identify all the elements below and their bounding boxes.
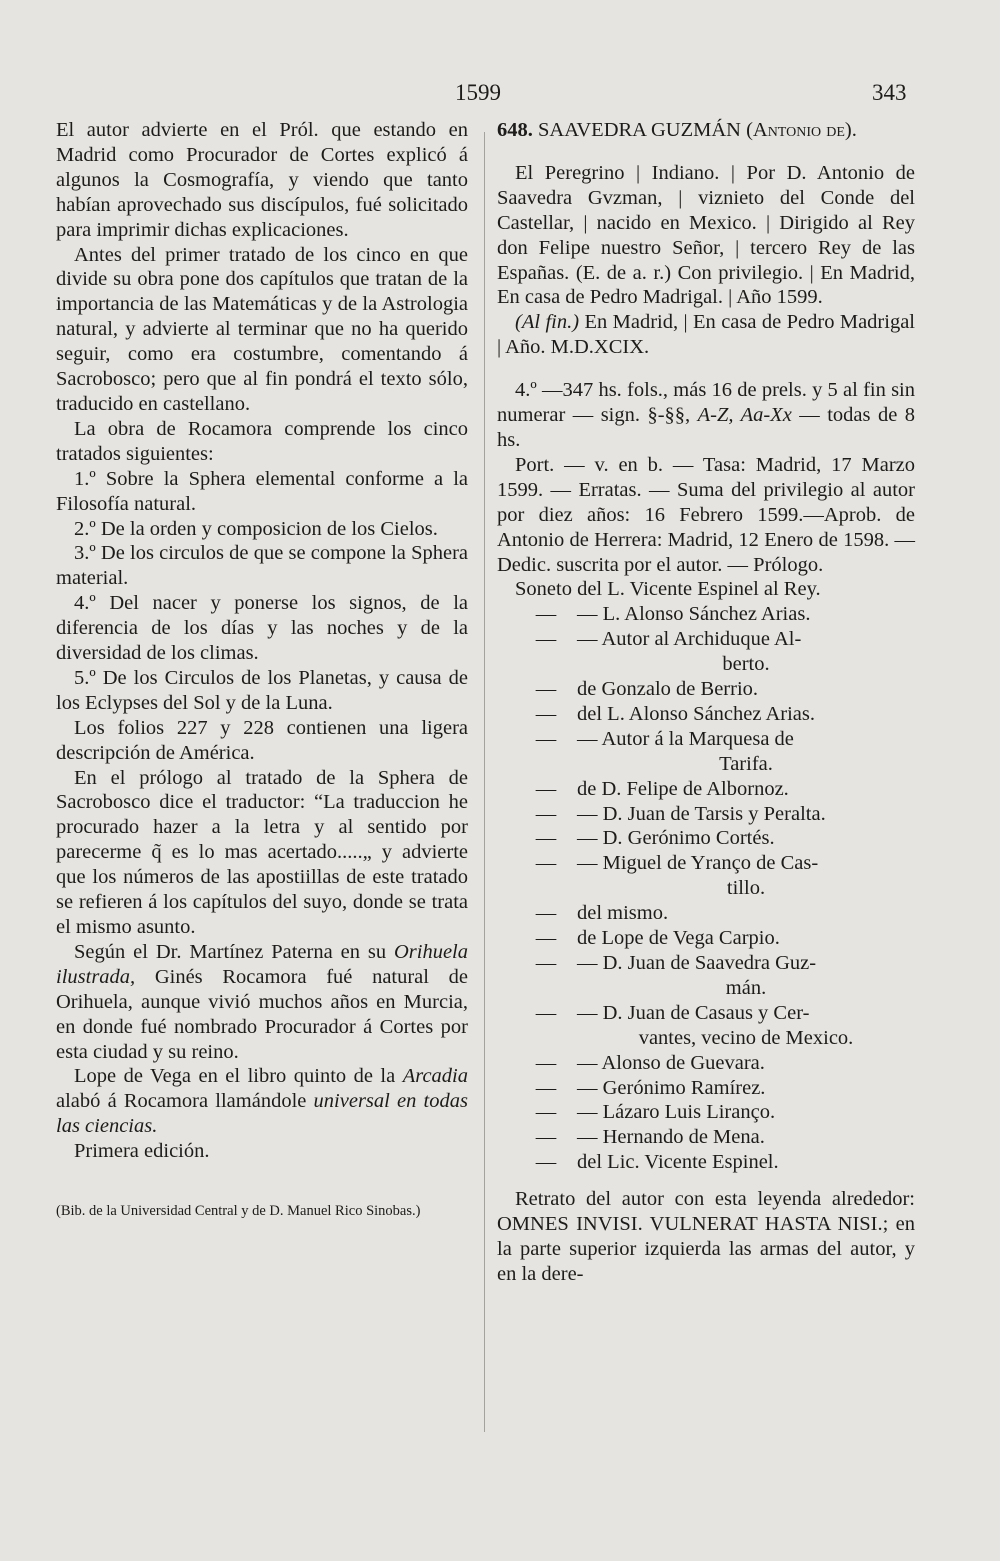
text-run: En Madrid, | En casa de Pedro Madrigal | Año. M.D.XCIX. — [497, 311, 915, 359]
text-run: — todas de 8 hs. — [497, 404, 916, 451]
signatures: A-Z, Aa-Xx — [697, 404, 792, 427]
ditto-dash: — — [535, 777, 557, 800]
ditto-dash: — — [535, 1001, 557, 1024]
continuation: tillo. — [726, 877, 766, 900]
book-title: Orihuela ilustrada, — [56, 940, 468, 988]
text-run: — Autor á la Marquesa de — [577, 727, 794, 750]
sonnet-entry: — Alonso de Guevara. — [577, 1051, 765, 1074]
portrait-note: Retrato del autor con esta leyenda alrededor: OMNES INVISI. VULNERAT HASTA NISI.; en la parte superior izquierda las armas del autor, y en la dere- — [497, 1188, 915, 1285]
sonnet-entry: de D. Felipe de Albornoz. — [577, 777, 789, 800]
list-item — [515, 851, 915, 901]
text-run: — Autor al Archiduque Al- — [577, 628, 802, 651]
sonnet-entry — [577, 627, 915, 677]
ditto-dash: — — [535, 1101, 557, 1124]
sonnet-entry: del Lic. Vicente Espinel. — [577, 1151, 779, 1174]
paragraph: Primera edición. — [74, 1140, 210, 1163]
sonnet-entry — [577, 951, 915, 1001]
entry-author: SAAVEDRA GUZMÁN (Antonio de). — [538, 119, 857, 141]
page-number: 343 — [872, 80, 907, 105]
header-year: 1599 — [455, 80, 501, 105]
sonnet-entry — [577, 727, 915, 777]
sonnet-entry: — Lázaro Luis Liranço. — [577, 1101, 776, 1124]
list-item — [515, 627, 915, 677]
list-item — [515, 1051, 915, 1076]
text-run: Según el Dr. Martínez Paterna en su — [74, 940, 394, 963]
sonnet-entry: — L. Alonso Sánchez Arias. — [577, 603, 811, 626]
list-item — [515, 1100, 915, 1125]
continuation: mán. — [725, 976, 767, 999]
spacer — [497, 143, 915, 161]
spacer — [497, 360, 915, 378]
list-item — [515, 951, 915, 1001]
ditto-dash: — — [535, 1151, 557, 1174]
description: Port. — v. en b. — Tasa: Madrid, 17 Marzo 1599. — Erratas. — Suma del privilegio al autor por diez años: 16 Febrero 1599.—Aprob. de Antonio de Herrera: Madrid, 12 Enero de 1598. — Dedic. suscrita por el autor. — Prólogo. — [497, 453, 915, 576]
ditto-dash: — — [535, 603, 557, 626]
colophon-label: (Al fin.) — [515, 311, 580, 334]
sonnet-entry: de Gonzalo de Berrio. — [577, 678, 759, 701]
list-item — [515, 727, 915, 777]
ditto-dash: — — [535, 702, 557, 725]
sonnet-entry — [577, 851, 915, 901]
quoted-phrase: universal en todas las ciencias. — [56, 1090, 468, 1138]
treatise-item: 4.º Del nacer y ponerse los signos, de la diferencia de los días y las noches y de la diversidad de los climas. — [56, 592, 468, 665]
title-transcription: El Peregrino | Indiano. | Por D. Antonio de Saavedra Gvzman, | viznieto del Conde del Castellar, | nacido en Mexico. | Dirigido al Rey don Felipe nuestro Señor, | tercero Rey de las Españas. (E. de a. r.) Con privilegio. | En Madrid, En casa de Pedro Madrigal. | Año 1599. — [497, 161, 915, 309]
paragraph: En el prólogo al tratado de la Sphera de Sacrobosco dice el traductor: “La traduccion he procurado hazer a la letra y al sentido por parecerme q̃ es lo mas acertado.....„ y advierte que los números de las apostiillas de este tratado se refieren á los capítulos del suyo, donde se trata el mismo asunto. — [56, 766, 468, 938]
ditto-dash: — — [535, 852, 557, 875]
treatise-item: 2.º De la orden y composicion de los Cielos. — [74, 517, 438, 540]
ditto-dash: — — [535, 678, 557, 701]
ditto-dash: — — [535, 1126, 557, 1149]
sonnet-entry: — Hernando de Mena. — [577, 1126, 765, 1149]
text-run: Lope de Vega en el libro quinto de la — [74, 1065, 403, 1088]
footnote: (Bib. de la Universidad Central y de D. Manuel Rico Sinobas.) — [56, 1203, 421, 1220]
text-run: — D. Juan de Casaus y Cer- — [577, 1001, 810, 1024]
running-header — [0, 80, 1000, 120]
text-run: alabó á Rocamora llamándole — [56, 1090, 314, 1113]
collation — [497, 378, 915, 453]
ditto-dash: — — [535, 628, 557, 651]
list-item — [515, 1150, 915, 1175]
list-item — [515, 702, 915, 727]
sonnet-entry: — D. Juan de Tarsis y Peralta. — [577, 802, 826, 825]
treatise-item: 3.º De los circulos de que se compone la Sphera material. — [56, 542, 468, 590]
right-column — [497, 118, 915, 1287]
sonnet-entry: — Gerónimo Ramírez. — [577, 1076, 766, 1099]
text-run: — Miguel de Yranço de Cas- — [577, 852, 819, 875]
paragraph — [56, 940, 468, 1065]
treatise-item: 5.º De los Circulos de los Planetas, y causa de los Eclypses del Sol y de la Luna. — [56, 666, 468, 714]
spacer — [497, 1175, 915, 1187]
list-item — [515, 826, 915, 851]
continuation: Tarifa. — [719, 752, 773, 775]
continuation: vantes, vecino de Mexico. — [638, 1026, 854, 1049]
entry-heading — [497, 118, 915, 143]
ditto-dash: — — [535, 827, 557, 850]
text-run: — D. Juan de Saavedra Guz- — [577, 952, 817, 974]
entry-number: 648. — [497, 119, 533, 141]
paragraph: Antes del primer tratado de los cinco en que divide su obra pone dos capítulos que tratan de la importancia de las Matemáticas y de la Astrologia natural, y advierte al terminar que no ha querido seguir, como era costumbre, comentando á Sacrobosco; pero que al fin pondrá el texto sólo, traducido en castellano. — [56, 243, 468, 415]
sonnet-entry: — D. Gerónimo Cortés. — [577, 827, 775, 850]
list-item — [515, 926, 915, 951]
ditto-dash: — — [535, 902, 557, 925]
ditto-dash: — — [535, 802, 557, 825]
ditto-dash: — — [535, 727, 557, 750]
list-item — [515, 901, 915, 926]
column-divider — [484, 132, 485, 1432]
book-title: Arcadia — [402, 1065, 468, 1088]
list-item — [515, 677, 915, 702]
treatise-item: 1.º Sobre la Sphera elemental conforme a la Filosofía natural. — [56, 467, 468, 515]
paragraph: El autor advierte en el Pról. que estando en Madrid como Procurador de Cortes explicó á algunos la Cosmografía, y viendo que tanto habían aprovechado sus discípulos, fué solicitado para imprimir dichas explicaciones. — [56, 119, 468, 241]
paragraph — [56, 1064, 468, 1139]
ditto-dash: — — [535, 1051, 557, 1074]
sonnet-entry — [577, 1001, 915, 1051]
paragraph: La obra de Rocamora comprende los cinco tratados siguientes: — [56, 417, 468, 465]
list-item — [515, 777, 915, 802]
sonnet-list — [515, 602, 915, 1175]
list-item — [515, 602, 915, 627]
list-item — [515, 1125, 915, 1150]
soneto-intro: Soneto del L. Vicente Espinel al Rey. — [515, 578, 821, 601]
ditto-dash: — — [535, 952, 557, 974]
sonnet-entry: del mismo. — [577, 902, 669, 925]
sonnet-entry: del L. Alonso Sánchez Arias. — [577, 702, 815, 725]
colophon — [497, 310, 915, 360]
continuation: berto. — [722, 653, 770, 676]
ditto-dash: — — [535, 1076, 557, 1099]
list-item — [515, 802, 915, 827]
sonnet-entry: de Lope de Vega Carpio. — [577, 927, 780, 950]
list-item — [515, 1076, 915, 1101]
left-column — [56, 118, 468, 1220]
list-item — [515, 1001, 915, 1051]
text-run: Ginés Rocamora fué natural de Orihuela, aunque vivió muchos años en Murcia, en donde fué nombrado Procurador á Cortes por esta ciudad y su reino. — [56, 965, 468, 1063]
text-run: 4.º —347 hs. fols., más 16 de prels. y 5 al fin sin numerar — sign. §-§§, — [497, 379, 915, 427]
ditto-dash: — — [535, 927, 557, 950]
paragraph: Los folios 227 y 228 contienen una ligera descripción de América. — [56, 716, 468, 764]
